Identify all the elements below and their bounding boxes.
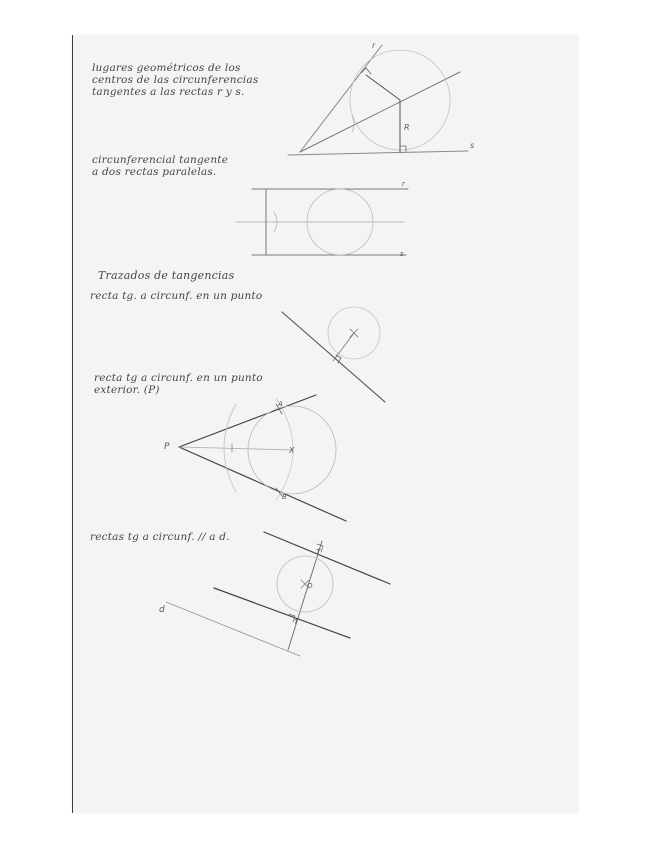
label-P: P <box>164 442 170 452</box>
note-tangente-paralelas: circunferencial tangente a dos rectas paralelas. <box>92 154 229 178</box>
label-T-2: T <box>294 618 299 626</box>
label-B: B <box>282 493 287 501</box>
note-punto-exterior: recta tg a circunf. en un punto exterior. (P) <box>94 372 263 396</box>
note-lugares-geometricos: lugares geométricos de los centros de las circunferencias tangentes a las rectas r y s. <box>92 62 259 98</box>
figure-tangent-point <box>282 307 385 402</box>
note-trazados: Trazados de tangencias <box>98 269 235 282</box>
label-A: A <box>278 400 283 408</box>
label-s-1: s <box>470 141 475 150</box>
label-r-1: r <box>372 41 376 50</box>
note-recta-punto: recta tg. a circunf. en un punto <box>90 290 263 302</box>
label-s-2: s <box>400 250 404 258</box>
figure-tangent-parallel-d <box>166 532 390 656</box>
label-d: d <box>159 605 165 615</box>
label-X: X <box>289 446 295 455</box>
figure-parallel-tangent <box>236 189 408 255</box>
note-rectas-paralelas: rectas tg a circunf. // a d. <box>90 531 230 543</box>
figure-bisector <box>288 45 468 155</box>
label-r-2: r <box>402 180 405 188</box>
label-T-1: T <box>316 548 321 556</box>
label-R: R <box>404 123 410 132</box>
figure-tangent-exterior <box>179 395 346 521</box>
label-O: O <box>307 582 313 590</box>
